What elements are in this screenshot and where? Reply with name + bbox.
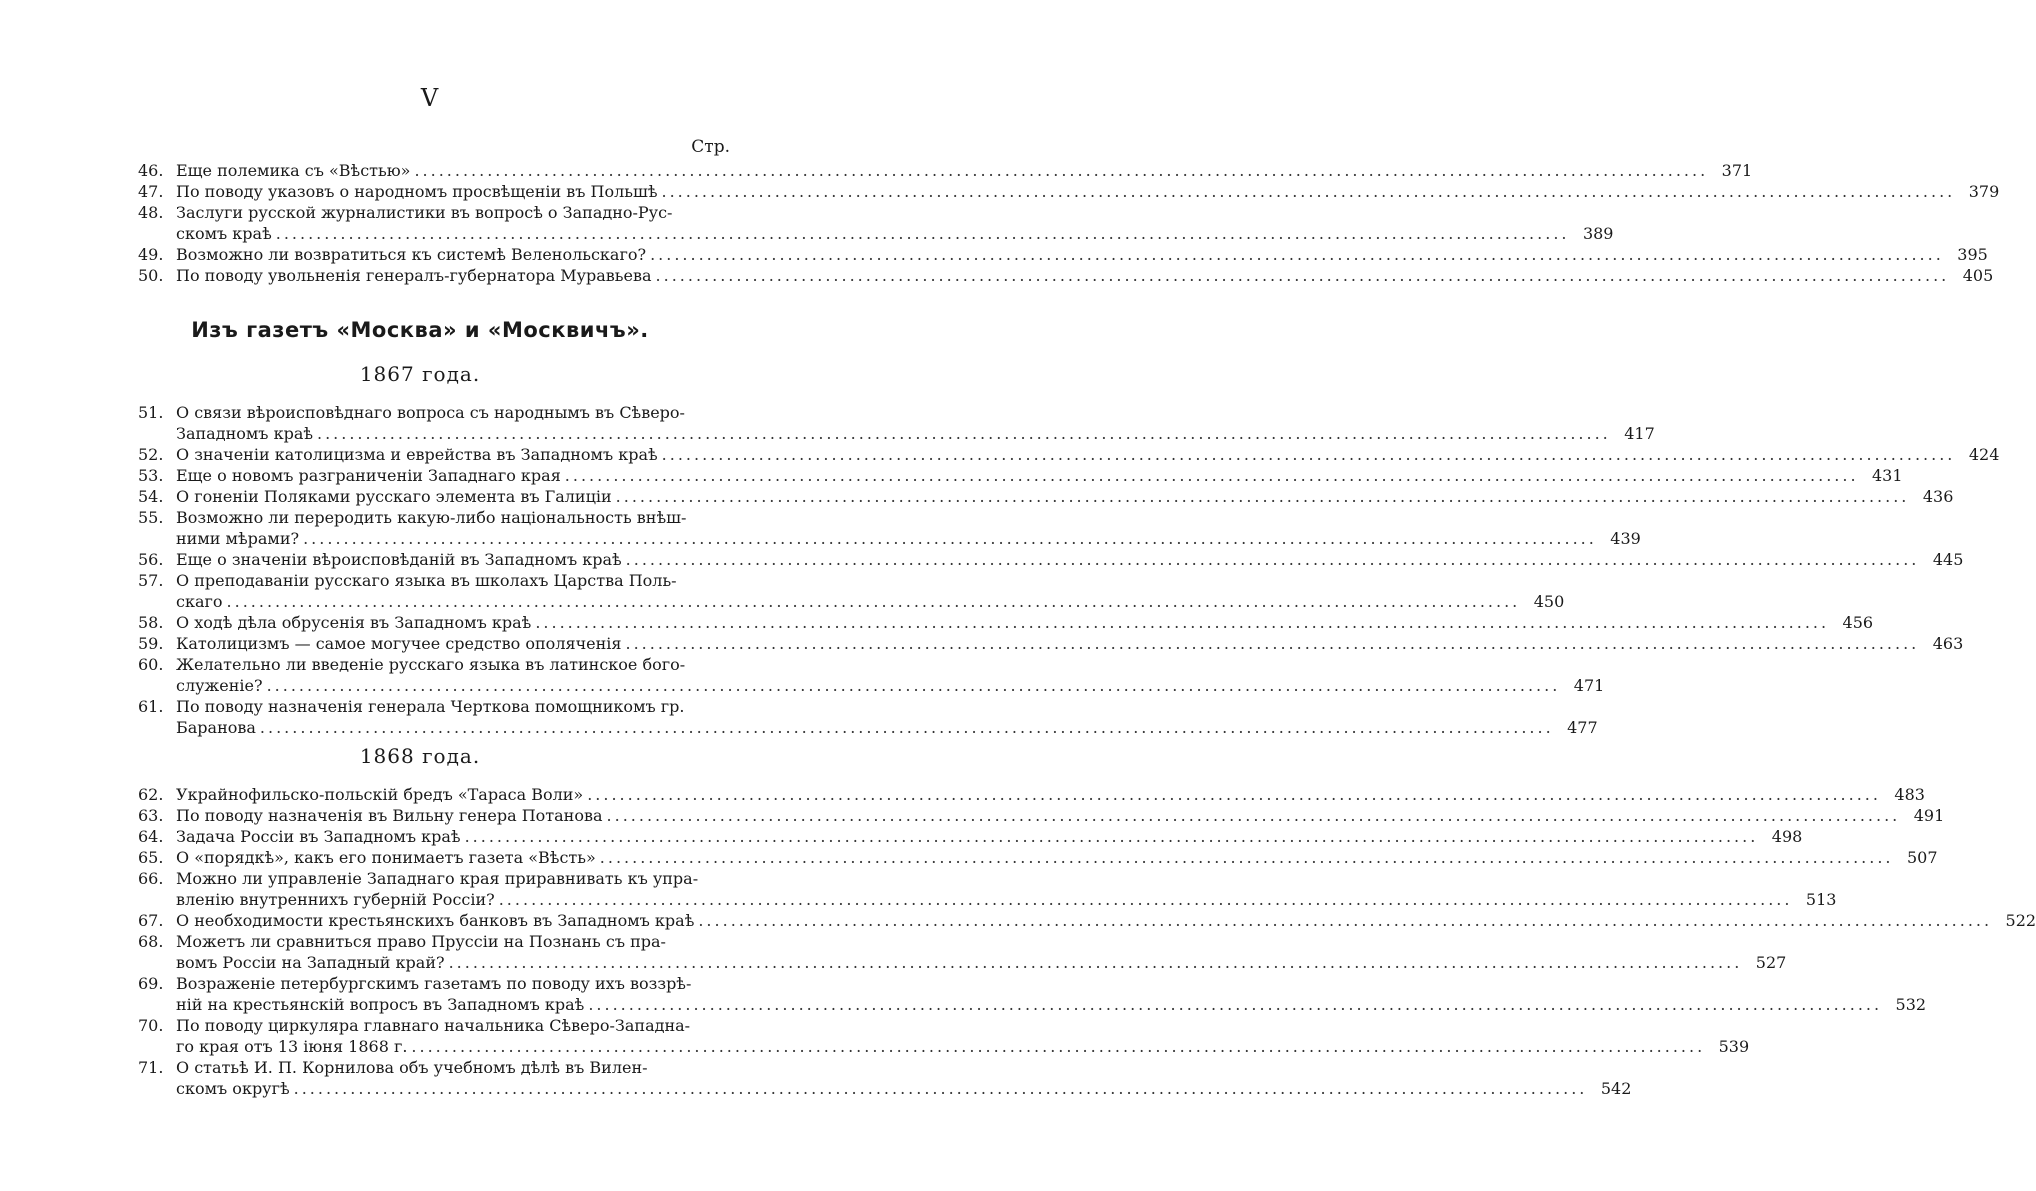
toc-entry [138,181,2000,202]
toc-entry-number: 64. [138,827,164,846]
toc-entry-leader-dots [465,826,1759,847]
toc-entry-page: 424 [1968,445,2000,464]
toc-entry-line [138,973,738,994]
toc-entry-page: 436 [1922,487,1954,506]
toc-entry-line [138,784,1925,805]
toc-entry-title: скомъ краѣ [176,224,272,243]
page-column-label: Стр. [691,137,730,157]
toc-entry-line [138,633,1964,654]
toc-entry [138,465,1903,486]
toc-entry-line [138,160,1753,181]
toc-entry-title: Можетъ ли сравниться право Пруссіи на Познань съ пра- [176,932,666,951]
toc-entry [138,486,1954,507]
toc-entry-number: 48. [138,203,164,222]
toc-entry-leader-dots [303,528,1597,549]
toc-entry-page: 395 [1957,245,1988,264]
toc-entry-title: служеніе? [176,676,263,695]
toc-entry [138,805,1945,826]
toc-entry-leader-dots [535,612,1829,633]
toc-entry-page: 445 [1932,550,1964,569]
toc-entry-number: 47. [138,182,164,201]
toc-entry-line [138,1057,738,1078]
toc-entry-leader-dots [414,160,1708,181]
toc-entry-number: 65. [138,848,164,867]
toc-entry [138,202,1614,244]
toc-entry-page: 532 [1895,995,1927,1014]
toc-entry-number: 50. [138,266,164,285]
toc-entry-number: 71. [138,1058,164,1077]
toc-entry [138,444,2000,465]
toc-entry-line [138,1036,1750,1057]
toc-entry-number: 56. [138,550,164,569]
toc-entry-number: 49. [138,245,164,264]
toc-entry-number: 67. [138,911,164,930]
toc-entry-page: 379 [1968,182,2000,201]
toc-entry [138,654,1605,696]
toc-entry-line [138,1015,738,1036]
toc-entry-title: О гоненіи Поляками русскаго элемента въ Галиціи [176,487,612,506]
toc-entry-line [138,805,1945,826]
toc-entry [138,507,1641,549]
toc-entry-line [138,675,1605,696]
toc-entry-page: 389 [1582,224,1614,243]
toc-entry-title: ними мѣрами? [176,529,300,548]
toc-entry-number: 52. [138,445,164,464]
toc-entry-leader-dots [662,181,1956,202]
toc-entry [138,1057,1632,1099]
toc-entry-title: го края отъ 13 іюня 1868 г. [176,1037,408,1056]
toc-entry-title: вомъ Россіи на Западный край? [176,953,445,972]
toc-entry-leader-dots [626,549,1920,570]
toc-entry-page: 417 [1624,424,1655,443]
toc-entry-title: ній на крестьянскій вопросъ въ Западномъ краѣ [176,995,585,1014]
toc-entry [138,402,1655,444]
toc-entry [138,265,1994,286]
toc-entry-leader-dots [317,423,1611,444]
toc-top-list [138,160,2000,286]
toc-entry-number: 46. [138,161,164,180]
toc-entry [138,696,1598,738]
toc-entry-line [138,696,738,717]
toc-entry-number: 54. [138,487,164,506]
toc-entry-line [138,507,738,528]
toc-entry-line [138,570,738,591]
toc-entry-title: Еще полемика съ «Вѣстью» [176,161,411,180]
toc-entry-line [138,444,2000,465]
toc-entry-leader-dots [616,486,1910,507]
toc-entry-line [138,223,1614,244]
toc-entry-page: 491 [1913,806,1945,825]
toc-entry-page: 477 [1567,718,1598,737]
toc-entry [138,784,1925,805]
toc-entry-number: 70. [138,1016,164,1035]
toc-entry-line [138,591,1565,612]
toc-1868-list [138,784,2036,1099]
toc-entry-number: 68. [138,932,164,951]
toc-entry-title: Западномъ краѣ [176,424,313,443]
toc-entry-title: Возможно ли переродить какую-либо національность внѣш- [176,508,687,527]
toc-entry-title: О преподаваніи русскаго языка въ школахъ Царства Поль- [176,571,677,590]
toc-entry-number: 53. [138,466,164,485]
toc-entry-number: 63. [138,806,164,825]
toc-entry-title: По поводу назначенія въ Вильну генера Потанова [176,806,603,825]
toc-entry-title: Католицизмъ — самое могучее средство ополяченія [176,634,622,653]
toc-entry [138,826,1803,847]
toc-entry-line [138,1078,1632,1099]
toc-entry-number: 61. [138,697,164,716]
toc-entry-number: 55. [138,508,164,527]
toc-entry-title: Желательно ли введеніе русскаго языка въ латинское бого- [176,655,686,674]
toc-entry-line [138,889,1837,910]
toc-entry-line [138,465,1903,486]
toc-entry-title: По поводу циркуляра главнаго начальника Сѣверо-Западна- [176,1016,691,1035]
toc-entry-title: О связи вѣроисповѣднаго вопроса съ народнымъ въ Сѣверо- [176,403,685,422]
toc-entry-title: Задача Россіи въ Западномъ краѣ [176,827,461,846]
toc-entry-title: О значеніи католицизма и еврейства въ Западномъ краѣ [176,445,658,464]
toc-entry [138,612,1874,633]
toc-entry-title: О статьѣ И. П. Корнилова объ учебномъ дѣлѣ въ Вилен- [176,1058,648,1077]
toc-entry-leader-dots [260,717,1554,738]
toc-entry-leader-dots [587,784,1881,805]
toc-entry-title: Заслуги русской журналистики въ вопросѣ о Западно-Рус- [176,203,673,222]
toc-entry [138,160,1753,181]
toc-entry-page: 463 [1932,634,1964,653]
toc-entry [138,633,1964,654]
toc-entry-title: скаго [176,592,223,611]
toc-entry-leader-dots [600,847,1894,868]
toc-entry-line [138,952,1787,973]
toc-entry-title: По поводу указовъ о народномъ просвѣщеніи въ Польшѣ [176,182,658,201]
toc-entry-leader-dots [588,994,1882,1015]
toc-entry-page: 471 [1573,676,1605,695]
toc-entry-line [138,910,2036,931]
toc-entry [138,973,1927,1015]
section-title: Изъ газетъ «Москва» и «Москвичъ». [191,318,649,342]
toc-entry-title: Баранова [176,718,256,737]
toc-entry-leader-dots [499,889,1793,910]
toc-entry-page: 439 [1610,529,1641,548]
toc-entry [138,868,1837,910]
page-number: V [420,84,440,112]
toc-entry-title: О «порядкѣ», какъ его понимаетъ газета «Вѣсть» [176,848,596,867]
toc-entry-number: 58. [138,613,164,632]
toc-entry-title: Еще о значеніи вѣроисповѣданій въ Западномъ краѣ [176,550,622,569]
toc-entry-title: Еще о новомъ разграниченіи Западнаго края [176,466,561,485]
toc-entry-leader-dots [656,265,1950,286]
toc-entry-title: скомъ округѣ [176,1079,290,1098]
toc-entry-leader-dots [626,633,1920,654]
toc-entry-line [138,402,738,423]
toc-entry-line [138,423,1655,444]
toc-entry-number: 51. [138,403,164,422]
toc-entry-line [138,265,1994,286]
toc-entry-line [138,654,738,675]
toc-entry-leader-dots [650,244,1944,265]
toc-entry-leader-dots [276,223,1570,244]
toc-entry [138,244,1988,265]
toc-entry-number: 60. [138,655,164,674]
toc-entry-page: 371 [1721,161,1753,180]
toc-entry [138,570,1565,612]
toc-entry-title: Можно ли управленіе Западнаго края приравнивать къ упра- [176,869,699,888]
toc-entry-title: По поводу назначенія генерала Черткова помощникомъ гр. [176,697,685,716]
toc-entry [138,910,2036,931]
toc-entry-number: 57. [138,571,164,590]
toc-entry-line [138,826,1803,847]
toc-entry [138,1015,1750,1057]
toc-entry-page: 405 [1962,266,1994,285]
toc-entry-title: По поводу увольненія генералъ-губернатора Муравьева [176,266,652,285]
toc-entry-line [138,244,1988,265]
toc-entry-page: 498 [1771,827,1803,846]
toc-entry-number: 62. [138,785,164,804]
toc-entry-page: 513 [1805,890,1837,909]
toc-entry-leader-dots [267,675,1561,696]
toc-entry-page: 522 [2005,911,2036,930]
toc-entry [138,847,1938,868]
toc-entry-title: Украйнофильско-польскій бредъ «Тараса Воли» [176,785,584,804]
toc-entry-leader-dots [411,1036,1705,1057]
toc-entry [138,549,1964,570]
toc-entry-page: 483 [1894,785,1925,804]
toc-entry-line [138,931,738,952]
toc-entry-title: вленію внутреннихъ губерній Россіи? [176,890,495,909]
toc-entry-leader-dots [294,1078,1588,1099]
toc-entry-line [138,549,1964,570]
toc-entry-line [138,486,1954,507]
toc-entry-number: 69. [138,974,164,993]
year-1867-title: 1867 года. [359,362,481,386]
toc-entry-line [138,181,2000,202]
toc-entry-line [138,717,1598,738]
toc-entry-line [138,868,738,889]
toc-entry-line [138,202,738,223]
toc-entry-title: Возможно ли возвратиться къ системѣ Веленольскаго? [176,245,647,264]
toc-entry-title: О необходимости крестьянскихъ банковъ въ Западномъ краѣ [176,911,695,930]
toc-entry-leader-dots [698,910,1992,931]
toc-entry-page: 542 [1600,1079,1632,1098]
toc-entry [138,931,1787,973]
toc-entry-number: 59. [138,634,164,653]
toc-1867-list [138,402,2000,738]
toc-entry-page: 450 [1533,592,1565,611]
toc-entry-number: 66. [138,869,164,888]
toc-entry-line [138,528,1641,549]
toc-entry-leader-dots [565,465,1859,486]
toc-entry-line [138,612,1874,633]
toc-entry-page: 539 [1718,1037,1750,1056]
toc-entry-title: О ходѣ дѣла обрусенія въ Западномъ краѣ [176,613,532,632]
toc-entry-page: 431 [1872,466,1903,485]
toc-entry-leader-dots [607,805,1901,826]
toc-entry-line [138,994,1927,1015]
toc-entry-leader-dots [227,591,1521,612]
toc-entry-page: 507 [1906,848,1938,867]
toc-entry-page: 456 [1842,613,1874,632]
year-1868-title: 1868 года. [359,744,481,768]
toc-entry-leader-dots [449,952,1743,973]
toc-entry-page: 527 [1755,953,1787,972]
toc-entry-line [138,847,1938,868]
toc-entry-title: Возраженіе петербургскимъ газетамъ по поводу ихъ воззрѣ- [176,974,692,993]
toc-entry-leader-dots [662,444,1956,465]
